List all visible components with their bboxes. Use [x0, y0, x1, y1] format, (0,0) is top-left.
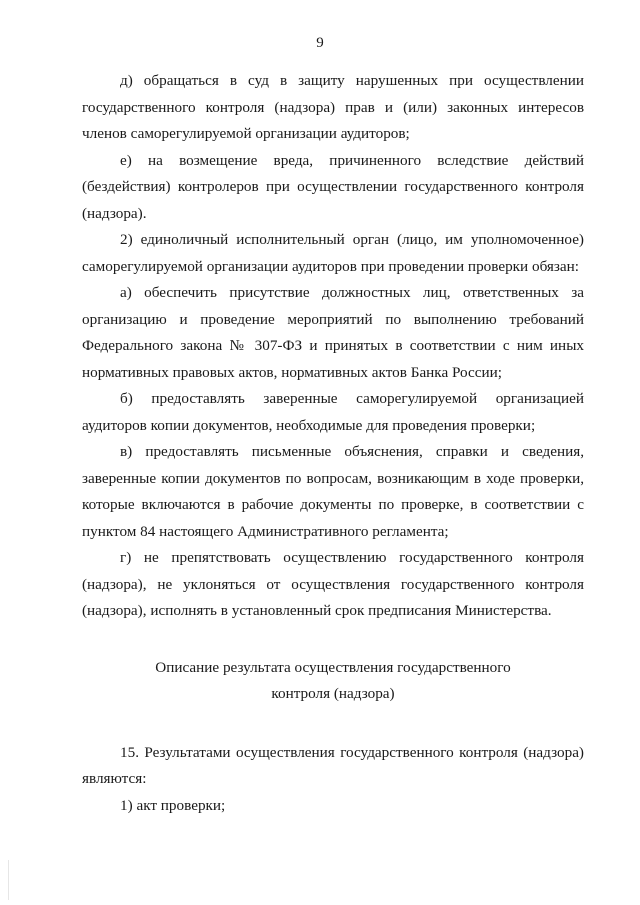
page-number: 9	[316, 35, 324, 51]
paragraph-a: а) обеспечить присутствие должностных лиц, ответственных за организацию и проведение мероприятий по выполнению требований Федерального закона № 307-ФЗ и принятых в соответствии с ним иных нормативных правовых актов, нормативных актов Банка России;	[82, 284, 584, 381]
section-heading-line-1: Описание результата осуществления государственного	[155, 658, 511, 676]
paragraph-e: е) на возмещение вреда, причиненного вследствие действий (бездействия) контролеров при осуществлении государственного контроля (надзора).	[82, 151, 584, 222]
paragraph-g: г) не препятствовать осуществлению государственного контроля (надзора), не уклоняться от осуществления государственного контроля (надзора), исполнять в установленный срок предписания Министерства.	[82, 549, 584, 619]
paragraph-b: б) предоставлять заверенные саморегулируемой организацией аудиторов копии документов, необходимые для проведения проверки;	[82, 390, 584, 434]
paragraph-2: 2) единоличный исполнительный орган (лицо, им уполномоченное) саморегулируемой организации аудиторов при проведении проверки обязан:	[82, 231, 584, 275]
document-body	[82, 68, 584, 819]
section-heading	[82, 655, 584, 708]
scan-edge-mark	[8, 860, 9, 900]
paragraph-v: в) предоставлять письменные объяснения, справки и сведения, заверенные копии документов по вопросам, возникающим в ходе проверки, которые включаются в рабочие документы по проверке, в соответствии с пунктом 84 настоящего Административного регламента;	[82, 443, 584, 540]
section-heading-line-2: контроля (надзора)	[271, 685, 395, 702]
paragraph-d: д) обращаться в суд в защиту нарушенных при осуществлении государственного контроля (надзора) прав и (или) законных интересов членов саморегулируемой организации аудиторов;	[82, 72, 584, 142]
paragraph-1-act: 1) акт проверки;	[120, 796, 226, 814]
paragraph-15: 15. Результатами осуществления государственного контроля (надзора) являются:	[82, 743, 584, 787]
